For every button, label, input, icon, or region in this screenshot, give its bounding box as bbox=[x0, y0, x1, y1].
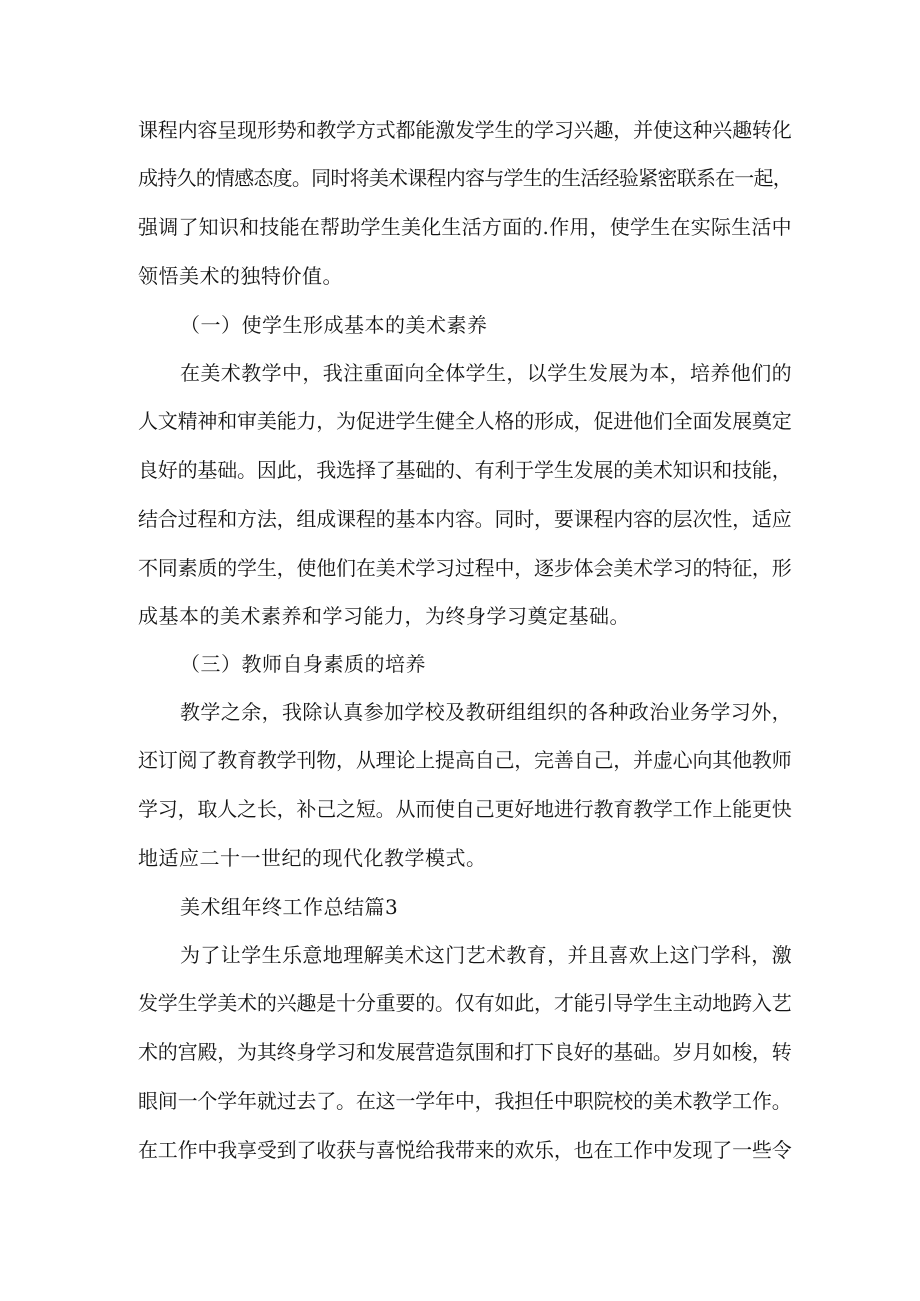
section-heading: （一）使学生形成基本的美术素养 bbox=[180, 313, 488, 337]
body-line: 在美术教学中，我注重面向全体学生，以学生发展为本，培养他们的 bbox=[180, 361, 792, 385]
body-line: 良好的基础。因此，我选择了基础的、有利于学生发展的美术知识和技能， bbox=[138, 458, 792, 482]
body-line: 成持久的情感态度。同时将美术课程内容与学生的生活经验紧密联系在一起， bbox=[138, 166, 792, 190]
body-line: 地适应二十一世纪的现代化教学模式。 bbox=[138, 846, 487, 870]
body-line: 人文精神和审美能力，为促进学生健全人格的形成，促进他们全面发展奠定 bbox=[138, 409, 792, 433]
body-line: 领悟美术的独特价值。 bbox=[138, 264, 343, 288]
body-line: 结合过程和方法，组成课程的基本内容。同时，要课程内容的层次性，适应 bbox=[138, 507, 792, 531]
body-line: 教学之余，我除认真参加学校及教研组组织的各种政治业务学习外， bbox=[180, 700, 792, 724]
body-line: 术的宫殿，为其终身学习和发展营造氛围和打下良好的基础。岁月如梭，转 bbox=[138, 1040, 792, 1064]
body-line: 眼间一个学年就过去了。在这一学年中，我担任中职院校的美术教学工作。 bbox=[138, 1089, 792, 1113]
body-line: 不同素质的学生，使他们在美术学习过程中，逐步体会美术学习的特征，形 bbox=[138, 556, 792, 580]
body-line: 成基本的美术素养和学习能力，为终身学习奠定基础。 bbox=[138, 604, 630, 628]
body-line: 发学生学美术的兴趣是十分重要的。仅有如此，才能引导学生主动地跨入艺 bbox=[138, 991, 792, 1015]
body-line: 还订阅了教育教学刊物，从理论上提高自己，完善自己，并虚心向其他教师 bbox=[138, 748, 792, 772]
section-heading: （三）教师自身素质的培养 bbox=[180, 652, 426, 676]
section-heading: 美术组年终工作总结篇3 bbox=[180, 895, 399, 919]
body-line: 为了让学生乐意地理解美术这门艺术教育，并且喜欢上这门学科，激 bbox=[180, 943, 792, 967]
body-line: 学习，取人之长，补己之短。从而使自己更好地进行教育教学工作上能更快 bbox=[138, 797, 792, 821]
body-line: 强调了知识和技能在帮助学生美化生活方面的.作用，使学生在实际生活中 bbox=[138, 215, 792, 239]
body-line: 课程内容呈现形势和教学方式都能激发学生的学习兴趣，并使这种兴趣转化 bbox=[138, 118, 792, 142]
body-line: 在工作中我享受到了收获与喜悦给我带来的欢乐，也在工作中发现了一些令 bbox=[138, 1138, 792, 1162]
